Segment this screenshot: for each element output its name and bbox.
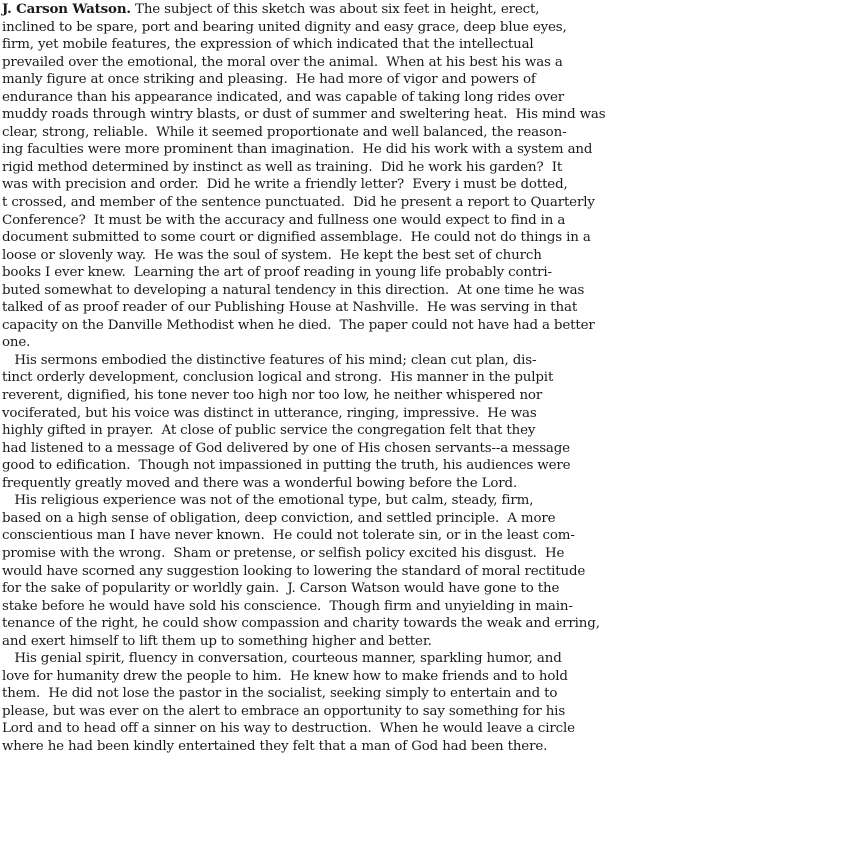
text-line: rigid method determined by instinct as well as training. Did he work his garden? It	[2, 159, 563, 175]
text-line: where he had been kindly entertained they felt that a man of God had been there.	[2, 738, 548, 754]
text-line: was with precision and order. Did he write a friendly letter? Every i must be dotted,	[2, 177, 568, 193]
text-line: talked of as proof reader of our Publishing House at Nashville. He was serving in that	[2, 300, 578, 316]
text-line: firm, yet mobile features, the expression of which indicated that the intellectual	[2, 37, 534, 53]
text-line: t crossed, and member of the sentence punctuated. Did he present a report to Quarterly	[2, 195, 595, 211]
text-line: clear, strong, reliable. While it seemed proportionate and well balanced, the reason-	[2, 124, 567, 140]
text-line: prevailed over the emotional, the moral over the animal. When at his best his was a	[2, 54, 563, 70]
text-line: one.	[2, 335, 31, 351]
text-line: them. He did not lose the pastor in the socialist, seeking simply to entertain and to	[2, 686, 558, 702]
text-line: and exert himself to lift them up to something higher and better.	[2, 633, 432, 649]
text-line: manly figure at once striking and pleasing. He had more of vigor and powers of	[2, 72, 536, 88]
paragraph-3	[2, 492, 848, 650]
text-line: ing faculties were more prominent than imagination. He did his work with a system and	[2, 142, 593, 158]
text-line: muddy roads through wintry blasts, or dust of summer and sweltering heat. His mind was	[2, 107, 606, 123]
paragraph-2	[2, 352, 848, 492]
text-line: Conference? It must be with the accuracy and fullness one would expect to find in a	[2, 212, 566, 228]
text-line: highly gifted in prayer. At close of public service the congregation felt that they	[2, 423, 536, 439]
text-line: based on a high sense of obligation, deep conviction, and settled principle. A more	[2, 510, 556, 526]
text-line: reverent, dignified, his tone never too high nor too low, he neither whispered nor	[2, 388, 543, 404]
text-line: capacity on the Danville Methodist when he died. The paper could not have had a better	[2, 317, 595, 333]
text-line: books I ever knew. Learning the art of proof reading in young life probably contri-	[2, 265, 552, 281]
text-line: tenance of the right, he could show compassion and charity towards the weak and erring,	[2, 616, 600, 632]
text-line: would have scorned any suggestion looking to lowering the standard of moral rectitude	[2, 563, 586, 579]
text-line: Lord and to head off a sinner on his way to destruction. When he would leave a circle	[2, 721, 575, 737]
text-line: stake before he would have sold his conscience. Though firm and unyielding in main-	[2, 598, 573, 614]
text-line: frequently greatly moved and there was a wonderful bowing before the Lord.	[2, 475, 518, 491]
text-line: please, but was ever on the alert to embrace an opportunity to say something for his	[2, 703, 566, 719]
text-line: love for humanity drew the people to him. He knew how to make friends and to hold	[2, 668, 568, 684]
text-line: tinct orderly development, conclusion logical and strong. His manner in the pulpit	[2, 370, 554, 386]
paragraph-4	[2, 650, 848, 755]
text-line: promise with the wrong. Sham or pretense, or selfish policy excited his disgust. He	[2, 545, 565, 561]
text-line: good to edification. Though not impassioned in putting the truth, his audiences were	[2, 458, 571, 474]
text-line: His genial spirit, fluency in conversation, courteous manner, sparkling humor, and	[2, 651, 562, 667]
text-line: conscientious man I have never known. He could not tolerate sin, or in the least com-	[2, 528, 575, 544]
text-line: for the sake of popularity or worldly gain. J. Carson Watson would have gone to the	[2, 581, 560, 597]
text-line: vociferated, but his voice was distinct in utterance, ringing, impressive. He was	[2, 405, 537, 421]
text-line: inclined to be spare, port and bearing united dignity and easy grace, deep blue eyes,	[2, 19, 567, 35]
document-page	[2, 1, 848, 756]
text-line: His sermons embodied the distinctive features of his mind; clean cut plan, dis-	[2, 352, 537, 368]
text-line: document submitted to some court or dignified assemblage. He could not do things in a	[2, 230, 591, 246]
text-line: loose or slovenly way. He was the soul of system. He kept the best set of church	[2, 247, 542, 263]
subject-name: J. Carson Watson.	[2, 1, 131, 17]
text-line: J. Carson Watson. The subject of this sketch was about six feet in height, erect,	[2, 1, 540, 17]
text-line: His religious experience was not of the emotional type, but calm, steady, firm,	[2, 493, 534, 509]
text-line: had listened to a message of God delivered by one of His chosen servants--a message	[2, 440, 570, 456]
text-line: buted somewhat to developing a natural tendency in this direction. At one time he was	[2, 282, 585, 298]
paragraph-1	[2, 1, 848, 352]
text-line: endurance than his appearance indicated, and was capable of taking long rides over	[2, 89, 565, 105]
